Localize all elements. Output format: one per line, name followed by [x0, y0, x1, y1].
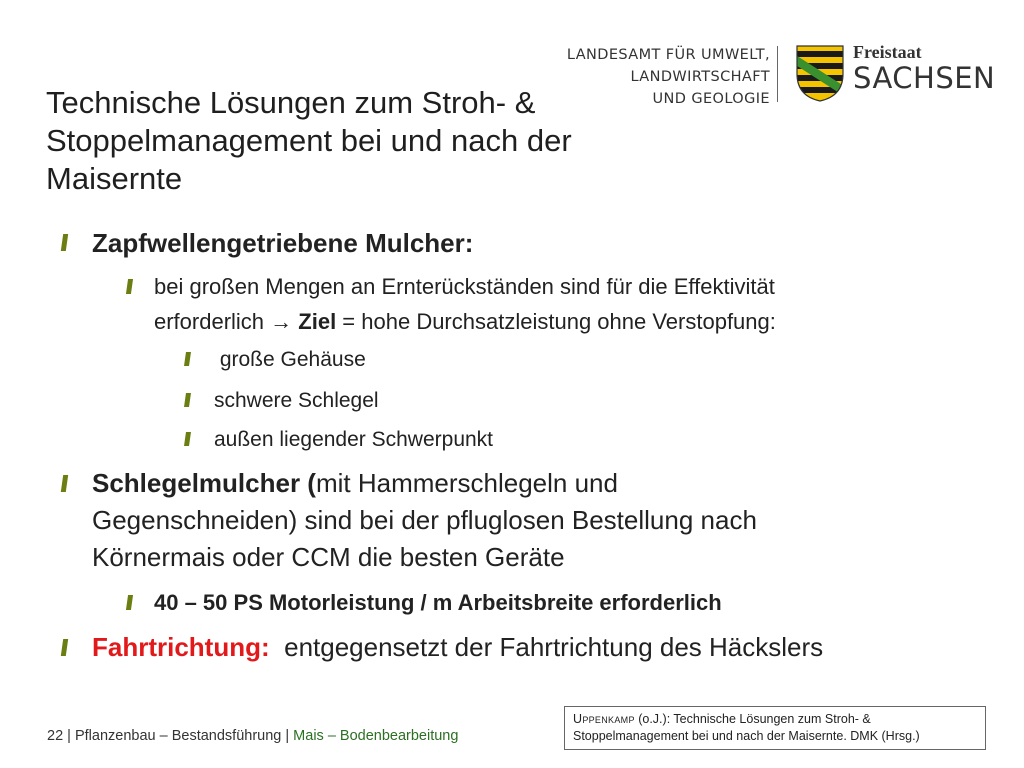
state-name-large: SACHSEN	[853, 61, 996, 95]
agency-line-3: UND GEOLOGIE	[652, 91, 770, 107]
bullet-marker	[126, 279, 133, 294]
schlegelmulcher-line-2: Gegenschneiden) sind bei der pfluglosen Bestellung nach	[92, 505, 757, 535]
item-schwerpunkt: außen liegender Schwerpunkt	[214, 428, 494, 451]
fahrtrichtung-label: Fahrtrichtung:	[92, 632, 270, 662]
saxony-crest-icon	[795, 44, 845, 102]
logo-divider	[777, 46, 778, 102]
citation-line-1-rest: (o.J.): Technische Lösungen zum Stroh- &	[634, 712, 871, 726]
page-number: 22	[47, 728, 64, 744]
bullet-marker	[61, 234, 68, 251]
agency-line-1: LANDESAMT FÜR UMWELT,	[566, 47, 770, 63]
footer	[47, 728, 458, 744]
power-requirement: 40 – 50 PS Motorleistung / m Arbeitsbreite erforderlich	[154, 590, 722, 615]
slide-title	[46, 84, 686, 198]
bullet-mulcher-heading: Zapfwellengetriebene Mulcher:	[92, 228, 474, 258]
citation-line-2: Stoppelmanagement bei und nach der Maisernte. DMK (Hrsg.)	[573, 729, 920, 743]
state-name-small: Freistaat	[853, 42, 922, 62]
schlegelmulcher-line-3: Körnermais oder CCM die besten Geräte	[92, 542, 565, 572]
bullet-marker	[126, 595, 133, 610]
bullet-marker	[61, 639, 68, 656]
citation-author: Uppenkamp	[573, 712, 635, 726]
agency-line-2: LANDWIRTSCHAFT	[630, 69, 770, 85]
citation-line-1	[573, 711, 977, 728]
schlegelmulcher-label: Schlegelmulcher (	[92, 468, 316, 498]
bullet-marker	[61, 475, 68, 492]
state-logo-text	[853, 42, 995, 94]
item-schlegel: schwere Schlegel	[214, 389, 379, 412]
bullet-marker	[184, 432, 191, 446]
item-gehaeuse: große Gehäuse	[214, 348, 366, 371]
fahrtrichtung-line	[92, 630, 823, 665]
bullet-marker	[184, 352, 191, 366]
mulcher-sub-line-2-c: = hohe Durchsatzleistung ohne Verstopfung:	[336, 309, 776, 334]
schlegelmulcher-text-1: mit Hammerschlegeln und	[315, 468, 618, 498]
mulcher-sub-line-1: bei großen Mengen an Ernterückständen sind für die Effektivität	[154, 274, 775, 299]
title-line-3: Maisernte	[46, 161, 183, 196]
title-line-1: Technische Lösungen zum Stroh- &	[46, 85, 536, 120]
mulcher-sub-line-2-a: erforderlich →	[154, 309, 299, 334]
goal-label: Ziel	[298, 309, 337, 334]
bullet-marker	[184, 393, 191, 407]
mulcher-sub-line-2	[154, 305, 776, 339]
title-line-2: Stoppelmanagement bei und nach der	[46, 123, 572, 158]
schlegelmulcher-line-1	[92, 466, 618, 501]
footer-section: | Pflanzenbau – Bestandsführung |	[63, 728, 294, 744]
footer-topic: Mais – Bodenbearbeitung	[293, 728, 459, 744]
citation-box	[564, 706, 986, 750]
fahrtrichtung-text: entgegensetzt der Fahrtrichtung des Häckslers	[269, 632, 824, 662]
